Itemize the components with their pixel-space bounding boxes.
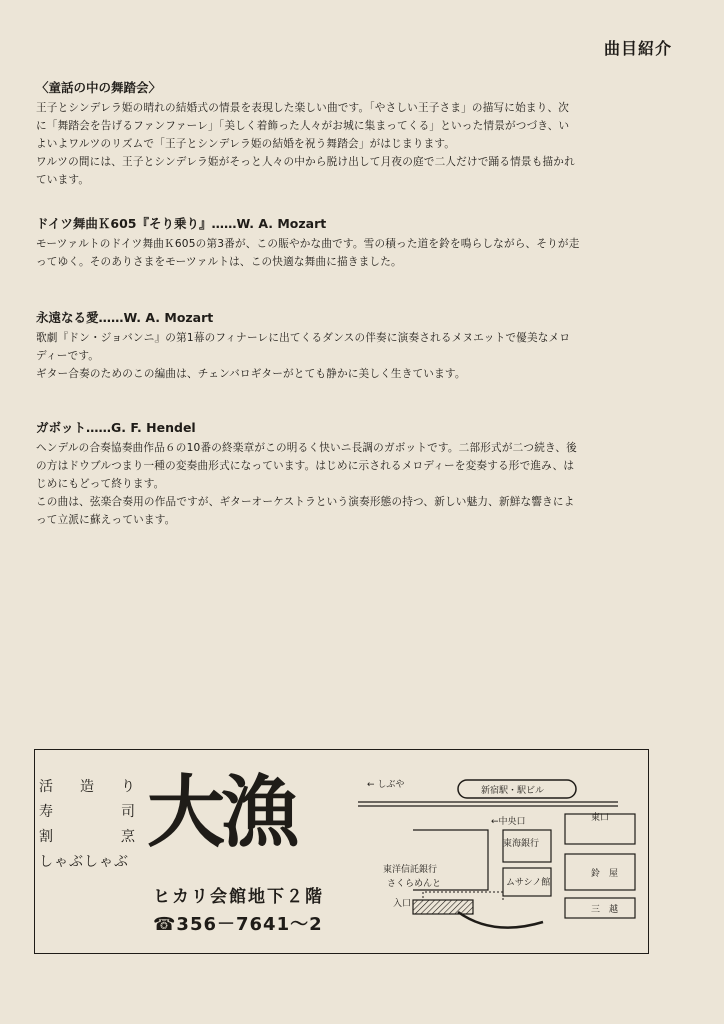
route-path [423,892,503,900]
ad-menu-char: 割 [39,829,53,845]
map-label: 新宿駅・駅ビル [481,786,545,796]
restaurant-logo: 大漁 [147,767,296,858]
section-eternal-love [36,308,686,383]
section-heading: 永遠なる愛……W. A. Mozart [36,310,214,325]
map-label: さくらめんと [387,879,442,889]
ad-menu-row [39,776,135,801]
section-line: モーツァルトのドイツ舞曲Ｋ605の第3番が、この賑やかな曲です。雪の積った道を鈴を鳴らしながら、そりが走 [36,238,580,250]
restaurant-advertisement [34,749,649,954]
section-sleigh-ride [36,214,686,271]
section-line: に「舞踏会を告げるファンファーレ」「美しく着飾った人々がお城に集まってくる」といった情景がつづき、い [36,120,570,132]
ad-menu-char: り [121,779,135,795]
location-map [353,772,643,940]
section-heading: ガボット……G. F. Hendel [36,420,196,435]
section-line: ワルツの間には、王子とシンデレラ姫がそっと人々の中から脱け出して月夜の庭で二人だけで踊る情景も描かれ [36,156,575,168]
ad-address: ヒカリ会館地下２階 [153,887,324,907]
section-line: ています。 [36,174,90,186]
ad-menu [39,776,135,876]
section-line: ディーです。 [36,350,100,362]
ad-menu-char: 活 [39,779,53,795]
section-line: の方はドウブルつまり一種の変奏曲形式になっています。はじめに示されるメロディーを変奏する形で進み、は [36,460,575,472]
section-fairytale-ball [36,78,686,189]
section-line: ってゆく。そのありさまをモーツァルトは、この快適な舞曲に描きました。 [36,256,402,268]
ad-menu-char: 司 [121,804,135,820]
section-line: よいよワルツのリズムで「王子とシンデレラ姫の結婚を祝う舞踏会」がはじまります。 [36,138,456,150]
section-line: って立派に蘇えっています。 [36,514,176,526]
map-label: ← しぶや [367,780,405,790]
ad-menu-row [39,851,135,876]
ad-menu-char: 寿 [39,804,53,820]
section-heading: 〈童話の中の舞踏会〉 [36,80,162,95]
section-heading: ドイツ舞曲Ｋ605『そり乗り』……W. A. Mozart [36,216,327,231]
map-label: 東口 [591,813,610,823]
map-label: 東海銀行 [503,839,540,849]
map-label: ムサシノ館 [506,878,551,888]
map-label: ←中央口 [491,817,526,827]
ad-menu-char: 造 [80,779,94,795]
section-line: じめにもどって終ります。 [36,478,165,490]
map-label: 入口 [393,899,412,909]
section-line: 王子とシンデレラ姫の晴れの結婚式の情景を表現した楽しい曲です。「やさしい王子さま」の描写に始まり、次 [36,102,570,114]
ad-menu-char: しゃぶしゃぶ [39,854,129,870]
page-title: 曲目紹介 [603,39,672,58]
section-line: ギター合奏のためのこの編曲は、チェンバロギターがとても静かに美しく生きています。 [36,368,466,380]
ad-menu-row [39,826,135,851]
map-label: 鈴 屋 [591,869,619,879]
section-gavotte [36,418,686,529]
ad-menu-row [39,801,135,826]
ad-phone: ☎356－7641～2 [153,914,323,935]
map-label: 三 越 [591,905,619,915]
section-line: ヘンデルの合奏協奏曲作品６の10番の終楽章がこの明るく快いニ長調のガボットです。二部形式が二つ続き、後 [36,442,577,454]
restaurant-building [413,900,473,914]
section-line: 歌劇『ドン・ジョバンニ』の第1幕のフィナーレに出てくるダンスの伴奏に演奏されるメヌエットで優美なメロ [36,332,571,344]
ad-menu-char: 烹 [121,829,135,845]
map-label: 東洋信託銀行 [383,865,438,875]
section-line: この曲は、弦楽合奏用の作品ですが、ギターオーケストラという演奏形態の持つ、新しい魅力、新鮮な響きによ [36,496,575,508]
